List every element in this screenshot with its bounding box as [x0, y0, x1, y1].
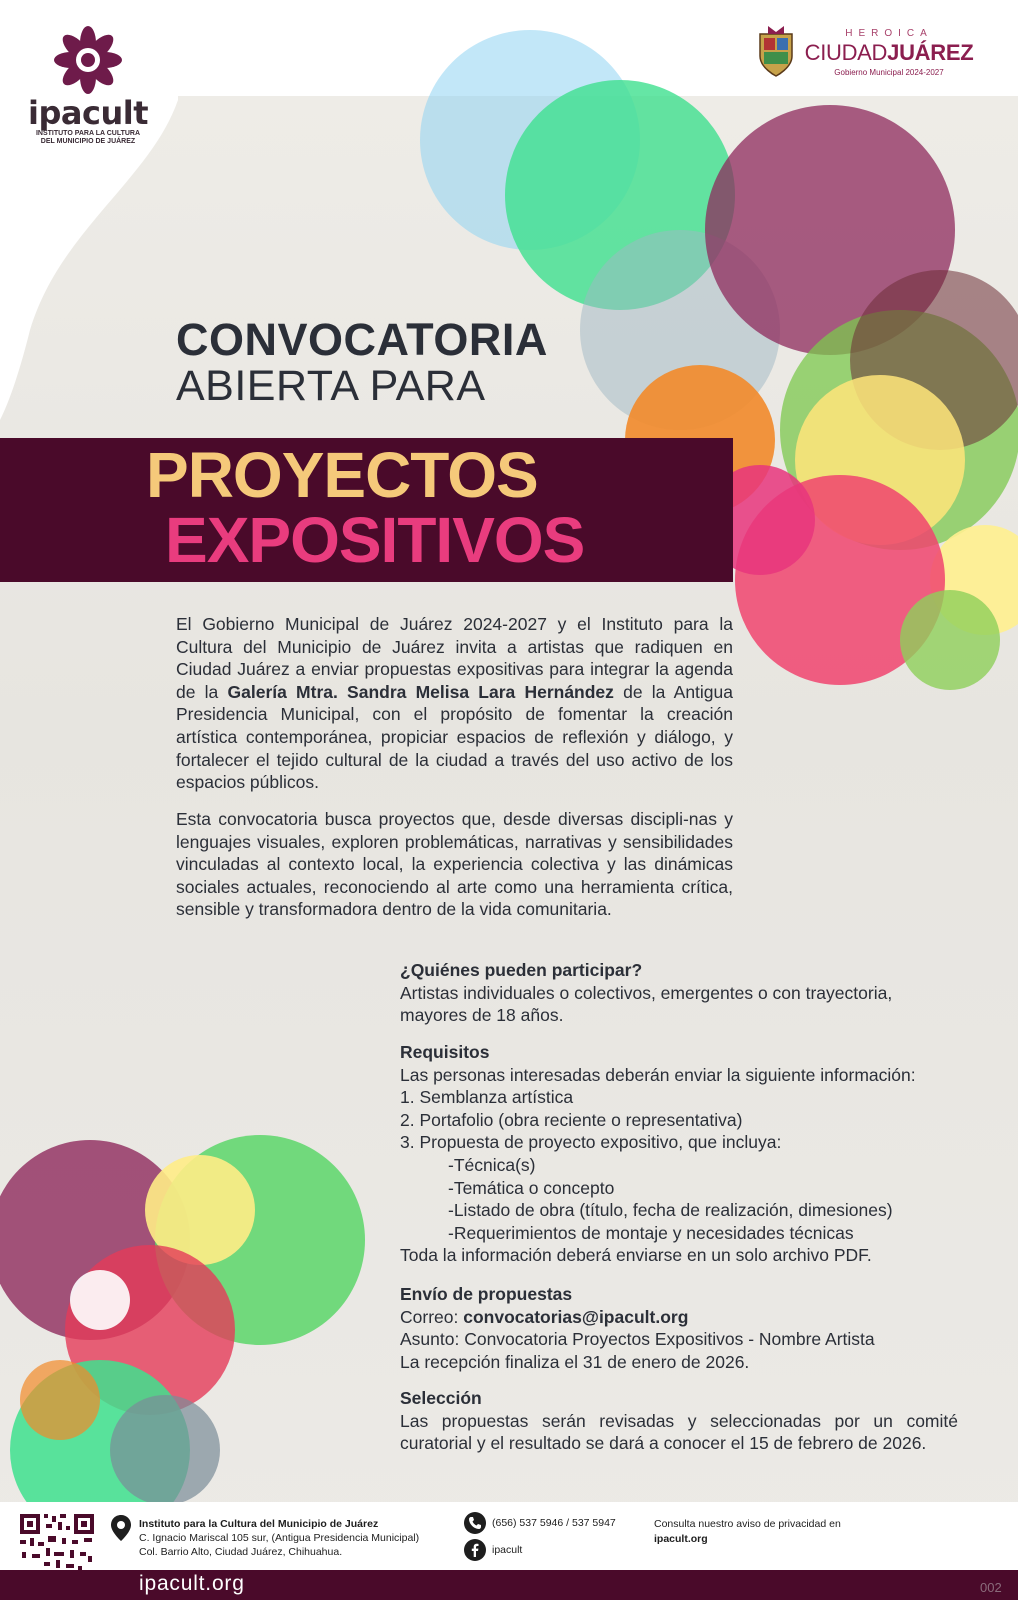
location-pin-icon	[110, 1514, 132, 1542]
selection-heading: Selección	[400, 1388, 482, 1408]
intro-paragraph-2: Esta convocatoria busca proyectos que, desde diversas discipli-nas y lenguajes visuales, exploren problemáticas, narrativas y sensibilidades vinculadas al contexto local, la experiencia colectiva y las dinámicas sociales actuales, reconociendo al arte como una herramienta crítica, sensible y transformadora dentro de la vida comunitaria.	[176, 809, 733, 920]
submission-email-line	[400, 1306, 958, 1329]
ciudad-juarez-logo	[756, 24, 976, 80]
facebook-icon[interactable]	[464, 1539, 486, 1561]
blob-gray-2	[110, 1395, 220, 1505]
intro-p1-text-a: El Gobierno Municipal de Juárez 2024-2027 y el Instituto para la Cultura del Municipio de Juárez invita a artistas que radiquen en Ciudad Juárez a enviar propuestas expositivas para integrar la agenda de la	[176, 614, 733, 702]
privacy-notice	[654, 1517, 841, 1547]
who-text: Artistas individuales o colectivos, emergentes o con trayectoria, mayores de 18 años.	[400, 982, 893, 1026]
title-proyectos: PROYECTOS	[146, 439, 538, 511]
who-section	[400, 959, 958, 1027]
requirement-sub-4: -Requerimientos de montaje y necesidades técnicas	[448, 1222, 854, 1243]
blob-orange-2	[20, 1360, 100, 1440]
selection-section	[400, 1387, 958, 1455]
submission-deadline: La recepción finaliza el 31 de enero de 2026.	[400, 1351, 750, 1372]
ipacult-subtitle-2: DEL MUNICIPIO DE JUÁREZ	[40, 138, 136, 145]
submission-section	[400, 1283, 958, 1373]
intro-paragraph-1	[176, 613, 733, 794]
who-heading: ¿Quiénes pueden participar?	[400, 960, 643, 980]
privacy-link[interactable]: ipacult.org	[654, 1533, 708, 1545]
submission-heading: Envío de propuestas	[400, 1284, 573, 1304]
ipacult-subtitle-1: INSTITUTO PARA LA CULTURA	[35, 130, 141, 137]
requirement-sub-1: -Técnica(s)	[448, 1154, 536, 1175]
city-name	[804, 40, 974, 66]
gallery-name: Galería Mtra. Sandra Melisa Lara Hernández	[227, 681, 614, 702]
heroica-label: HEROICA	[845, 28, 933, 39]
page-number: 002	[980, 1580, 1002, 1595]
privacy-label: Consulta nuestro aviso de privacidad en	[654, 1518, 841, 1530]
requirements-heading: Requisitos	[400, 1042, 490, 1062]
ipacult-logo	[18, 24, 158, 146]
selection-text: Las propuestas serán revisadas y seleccionadas por un comité curatorial y el resultado se dará a conocer el 15 de febrero de 2026.	[400, 1410, 958, 1454]
requirement-item-2: 2. Portafolio (obra reciente o representativa)	[400, 1109, 743, 1130]
ipacult-wordmark: ipacult	[28, 94, 148, 132]
submission-subject: Asunto: Convocatoria Proyectos Expositivos - Nombre Artista	[400, 1329, 875, 1350]
intro-p1-text-b: de la Antigua Presidencia Municipal, con el propósito de fomentar la creación artística contemporánea, propiciar espacios de reflexión y diálogo, y fortalecer el tejido cultural de la ciudad a través del uso activo de los espacios públicos.	[176, 681, 733, 793]
blob-white	[70, 1270, 130, 1330]
city-name-light: CIUDAD	[804, 40, 888, 65]
coat-of-arms-icon	[756, 24, 796, 78]
gobierno-label: Gobierno Municipal 2024-2027	[834, 68, 944, 77]
ipacult-flower-icon	[52, 24, 124, 96]
facebook-handle[interactable]: ipacult	[492, 1544, 523, 1556]
requirement-sub-3: -Listado de obra (título, fecha de realización, dimesiones)	[448, 1200, 893, 1221]
requirements-intro: Las personas interesadas deberán enviar la siguiente información:	[400, 1064, 916, 1085]
phone-number[interactable]: (656) 537 5946 / 537 5947	[492, 1517, 616, 1529]
headline-abierta-para: ABIERTA PARA	[176, 362, 486, 410]
requirement-item-1: 1. Semblanza artística	[400, 1087, 574, 1108]
city-name-bold: JUÁREZ	[887, 40, 974, 65]
address-line-1: C. Ignacio Mariscal 105 sur, (Antigua Presidencia Municipal)	[139, 1532, 420, 1544]
website-link[interactable]: ipacult.org	[139, 1572, 245, 1595]
requirements-note: Toda la información deberá enviarse en un solo archivo PDF.	[400, 1245, 872, 1266]
blob-green-3	[900, 590, 1000, 690]
requirement-item-3: 3. Propuesta de proyecto expositivo, que incluya:	[400, 1132, 782, 1153]
requirement-sub-2: -Temática o concepto	[448, 1177, 615, 1198]
requirements-section	[400, 1041, 958, 1267]
headline-convocatoria: CONVOCATORIA	[176, 314, 548, 365]
institution-name: Instituto para la Cultura del Municipio de Juárez	[139, 1518, 379, 1530]
phone-icon	[464, 1512, 486, 1534]
footer-address	[139, 1517, 419, 1559]
email-link[interactable]: convocatorias@ipacult.org	[463, 1306, 689, 1327]
email-label: Correo:	[400, 1306, 464, 1327]
address-line-2: Col. Barrio Alto, Ciudad Juárez, Chihuahua.	[139, 1546, 343, 1558]
title-expositivos: EXPOSITIVOS	[165, 504, 585, 576]
